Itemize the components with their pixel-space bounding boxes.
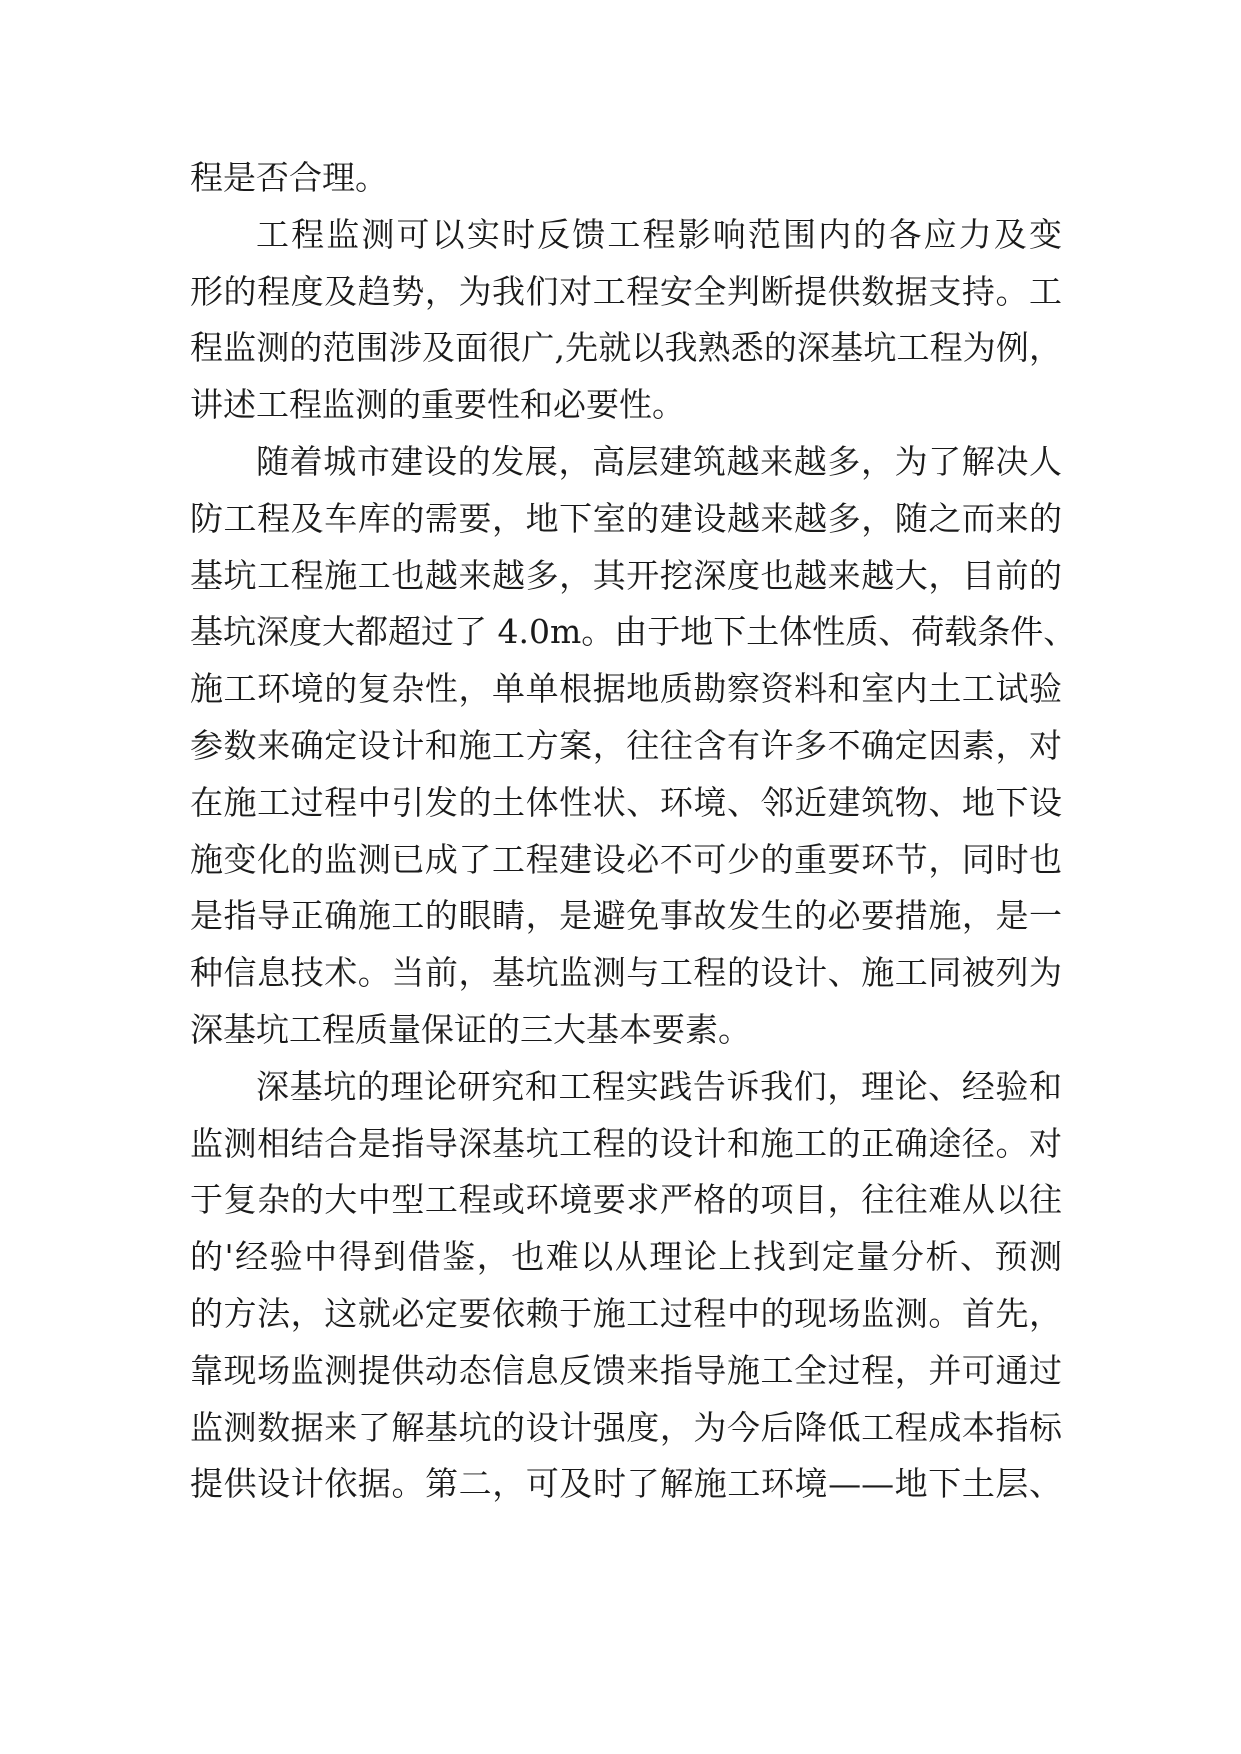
paragraph	[190, 434, 1077, 1059]
text-line: 监测相结合是指导深基坑工程的设计和施工的正确途径。对	[190, 1123, 1062, 1163]
text-line: 程是否合理。	[190, 158, 388, 197]
text-line: 靠现场监测提供动态信息反馈来指导施工全过程，并可通过	[190, 1350, 1062, 1390]
text-line: 参数来确定设计和施工方案，往往含有许多不确定因素，对	[190, 725, 1062, 765]
text-line: 防工程及车库的需要，地下室的建设越来越多，随之而来的	[190, 498, 1062, 538]
text-line: 施变化的监测已成了工程建设必不可少的重要环节，同时也	[190, 839, 1062, 879]
text-line: 的'经验中得到借鉴，也难以从理论上找到定量分析、预测	[190, 1237, 1062, 1277]
text-line: 随着城市建设的发展，高层建筑越来越多，为了解决人	[256, 441, 1062, 481]
text-line: 讲述工程监测的重要性和必要性。	[190, 385, 685, 425]
text-line: 于复杂的大中型工程或环境要求严格的项目，往往难从以往	[190, 1180, 1062, 1220]
text-line: 的方法，这就必定要依赖于施工过程中的现场监测。首先，	[190, 1293, 1062, 1333]
text-line: 基坑深度大都超过了 4.0m。由于地下土体性质、荷载条件、	[190, 612, 1077, 652]
text-line: 深基坑工程质量保证的三大基本要素。	[190, 1009, 751, 1049]
paragraph	[190, 207, 1062, 434]
text-line: 是指导正确施工的眼睛，是避免事故发生的必要措施，是一	[190, 896, 1062, 936]
text-line: 基坑工程施工也越来越多，其开挖深度也越来越大，目前的	[190, 555, 1062, 595]
text-line: 提供设计依据。第二，可及时了解施工环境——地下土层、	[190, 1464, 1062, 1504]
text-line: 施工环境的复杂性，单单根据地质勘察资料和室内土工试验	[190, 669, 1062, 709]
body-text	[190, 150, 1077, 1513]
text-line: 种信息技术。当前，基坑监测与工程的设计、施工同被列为	[190, 953, 1062, 993]
text-line: 在施工过程中引发的土体性状、环境、邻近建筑物、地下设	[190, 782, 1062, 822]
text-line: 程监测的范围涉及面很广,先就以我熟悉的深基坑工程为例，	[190, 328, 1062, 368]
text-line: 工程监测可以实时反馈工程影响范围内的各应力及变	[256, 214, 1062, 254]
text-line: 形的程度及趋势，为我们对工程安全判断提供数据支持。工	[190, 271, 1062, 311]
text-line: 监测数据来了解基坑的设计强度，为今后降低工程成本指标	[190, 1407, 1062, 1447]
paragraph	[190, 1059, 1062, 1513]
text-line: 深基坑的理论研究和工程实践告诉我们，理论、经验和	[256, 1066, 1062, 1106]
paragraph	[190, 150, 1062, 207]
